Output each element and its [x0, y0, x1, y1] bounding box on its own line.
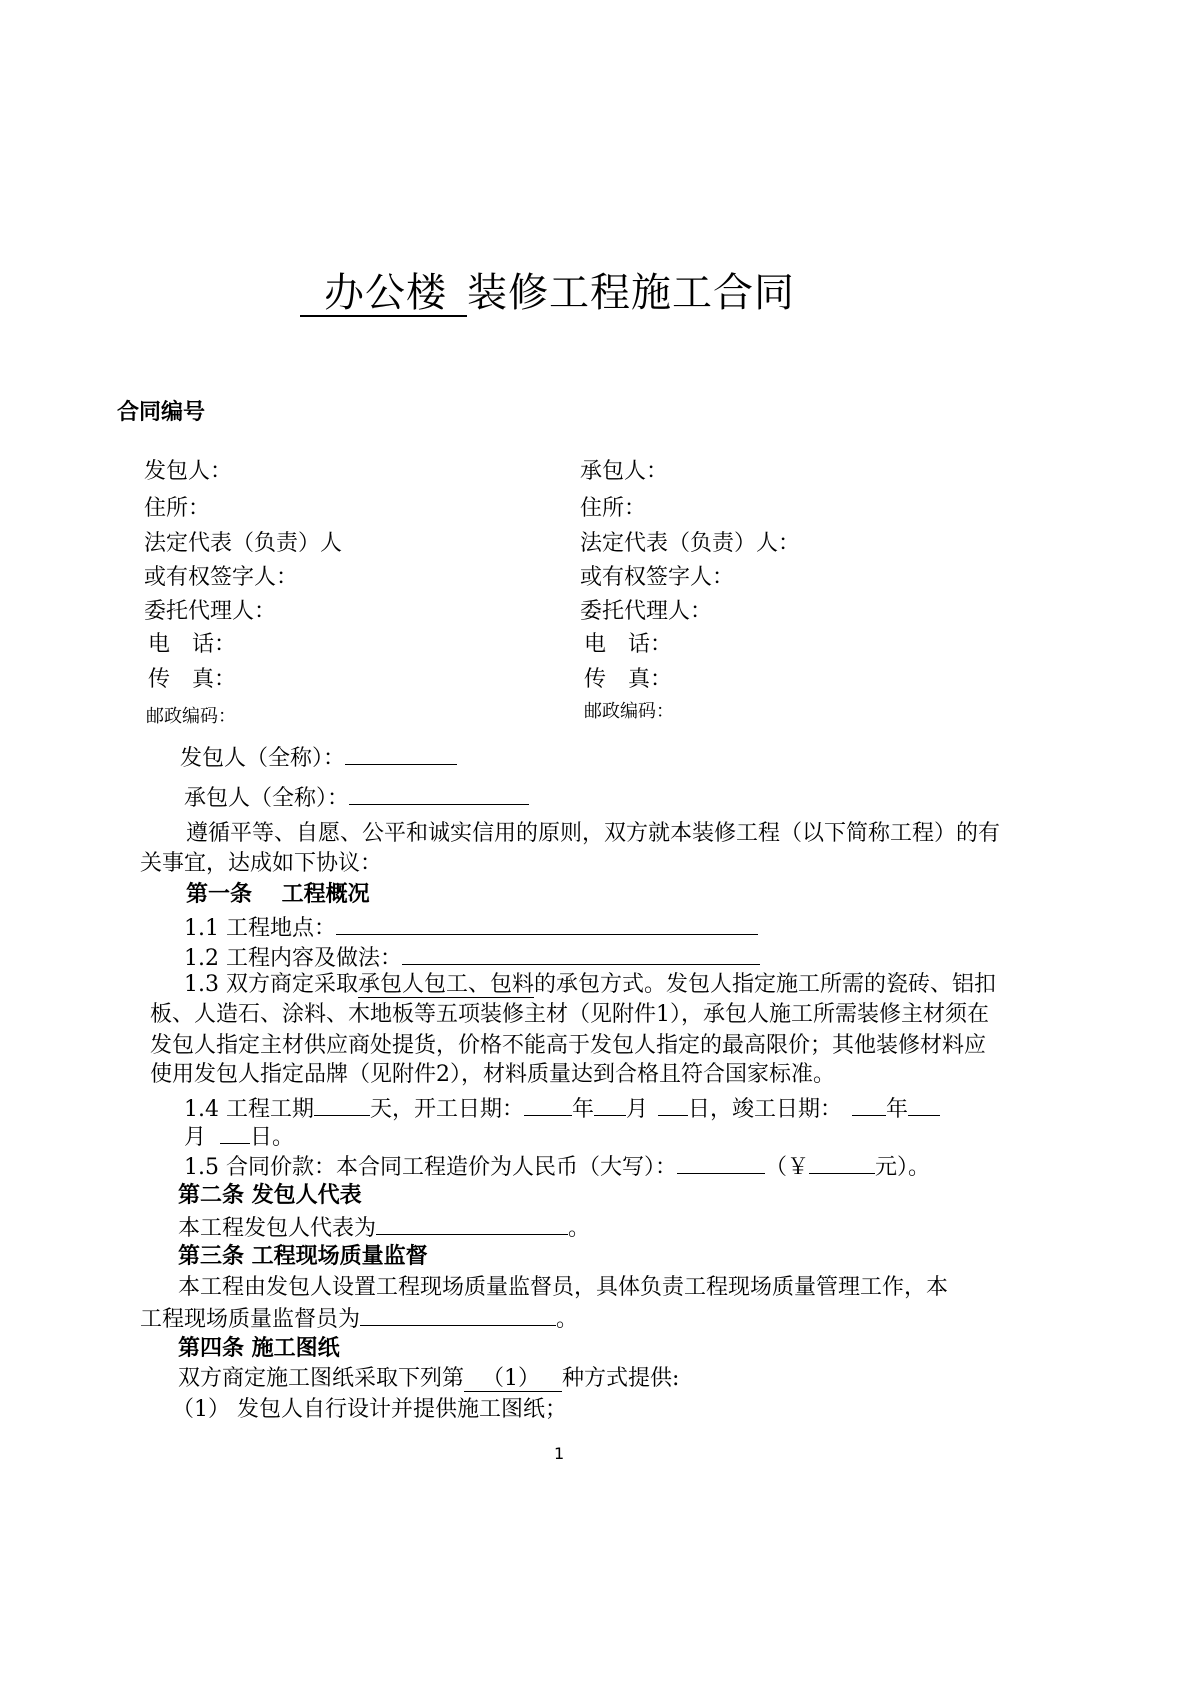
- completion-month-blank[interactable]: [908, 1093, 940, 1116]
- employer-address-label: 住所：: [144, 496, 211, 521]
- quality-supervisor-blank[interactable]: [360, 1303, 556, 1326]
- employer-rep-label: 本工程发包人代表为: [178, 1216, 377, 1241]
- contractor-fullname-label: 承包人（全称）：: [184, 786, 350, 811]
- quality-supervisor-period: 。: [556, 1307, 579, 1332]
- contractor-authorized-label: 或有权签字人：: [580, 565, 735, 590]
- start-year-blank[interactable]: [524, 1093, 572, 1116]
- contract-mode-suffix: 的承包方式。发包人指定施工所需的瓷砖、铝扣: [534, 972, 997, 997]
- employer-legal-rep-label: 法定代表（负责）人: [144, 531, 343, 556]
- article-1-item-1-5: [184, 1151, 930, 1183]
- article-4-line-1: [178, 1364, 679, 1394]
- article-2-text: [178, 1212, 590, 1244]
- article-4-option-1: （1） 发包人自行设计并提供施工图纸；: [172, 1397, 567, 1422]
- price-unit-label: 元）。: [875, 1155, 931, 1180]
- contractor-fullname-blank[interactable]: [349, 782, 529, 805]
- contractor-agent-label: 委托代理人：: [580, 599, 713, 624]
- duration-label: 1.4 工程工期: [184, 1097, 314, 1122]
- start-day-blank[interactable]: [658, 1093, 688, 1116]
- title-text: 装修工程施工合同: [467, 270, 795, 316]
- article-1-item-1-3-line-2: 板、人造石、涂料、木地板等五项装修主材（见附件1），承包人施工所需装修主材须在: [150, 1002, 989, 1027]
- contract-mode-value: 承包人包工、包料: [357, 972, 534, 997]
- start-month-label: 月: [626, 1097, 649, 1122]
- employer-phone-label: 电 话：: [148, 632, 237, 657]
- site-location-label: 1.1 工程地点：: [184, 916, 336, 941]
- contract-price-label: 1.5 合同价款：本合同工程造价为人民币（大写）：: [184, 1155, 677, 1180]
- employer-fullname-label: 发包人（全称）：: [180, 746, 346, 771]
- drawing-method-suffix: 种方式提供:: [562, 1366, 680, 1391]
- article-1-item-1-3-line-1: [184, 970, 996, 1000]
- article-1-item-1-4-line-1: [184, 1093, 940, 1125]
- contract-number-label: 合同编号: [117, 400, 206, 425]
- page-number: 1: [554, 1444, 565, 1463]
- drawing-method-label: 双方商定施工图纸采取下列第: [178, 1366, 465, 1391]
- article-4-heading: 第四条 施工图纸: [178, 1336, 340, 1361]
- article-2-heading: 第二条 发包人代表: [178, 1183, 362, 1208]
- employer-fax-label: 传 真：: [148, 667, 237, 692]
- contractor-phone-label: 电 话：: [584, 632, 673, 657]
- price-words-blank[interactable]: [677, 1151, 765, 1174]
- article-3-line-1: 本工程由发包人设置工程现场质量监督员，具体负责工程现场质量管理工作，本: [178, 1275, 949, 1300]
- article-1-item-1-4-line-2: [184, 1121, 294, 1153]
- contractor-legal-rep-label: 法定代表（负责）人：: [580, 531, 801, 556]
- contract-title: [300, 268, 795, 318]
- price-number-blank[interactable]: [809, 1151, 875, 1174]
- contractor-label: 承包人：: [580, 459, 669, 484]
- contractor-address-label: 住所：: [580, 496, 647, 521]
- completion-date-label: 日，竣工日期：: [688, 1097, 843, 1122]
- completion-month-label: 月: [184, 1125, 207, 1150]
- contract-mode-prefix: 1.3 双方商定采取: [184, 972, 358, 997]
- completion-day-label: 日。: [250, 1125, 295, 1150]
- employer-fullname-blank[interactable]: [345, 742, 457, 765]
- title-project-name: 办公楼: [300, 271, 467, 317]
- contractor-fullname-line: [184, 782, 529, 814]
- employer-rep-blank[interactable]: [376, 1212, 568, 1235]
- employer-authorized-label: 或有权签字人：: [144, 565, 299, 590]
- drawing-method-choice[interactable]: （1）: [464, 1367, 562, 1392]
- duration-days-blank[interactable]: [314, 1093, 370, 1116]
- contractor-fax-label: 传 真：: [584, 667, 673, 692]
- article-1-item-1-3-line-4: 使用发包人指定品牌（见附件2），材料质量达到合格且符合国家标准。: [150, 1062, 835, 1087]
- employer-label: 发包人：: [144, 459, 233, 484]
- price-yuan-symbol: （￥: [764, 1155, 809, 1180]
- employer-fullname-line: [180, 742, 457, 774]
- article-3-line-2: [140, 1303, 578, 1335]
- article-1-item-1-1: [184, 912, 758, 944]
- preamble-line-2: 关事宜，达成如下协议：: [140, 851, 383, 876]
- employer-rep-period: 。: [568, 1216, 591, 1241]
- work-content-blank[interactable]: [402, 942, 760, 965]
- site-location-blank[interactable]: [336, 912, 758, 935]
- start-date-label: 天，开工日期：: [369, 1097, 524, 1122]
- contractor-postal-label: 邮政编码：: [584, 701, 674, 722]
- start-year-label: 年: [572, 1097, 595, 1122]
- article-3-heading: 第三条 工程现场质量监督: [178, 1244, 428, 1269]
- quality-supervisor-label: 工程现场质量监督员为: [140, 1307, 361, 1332]
- preamble-line-1: 遵循平等、自愿、公平和诚实信用的原则，双方就本装修工程（以下简称工程）的有: [186, 821, 1001, 846]
- article-1-item-1-3-line-3: 发包人指定主材供应商处提货，价格不能高于发包人指定的最高限价；其他装修材料应: [150, 1033, 987, 1058]
- completion-year-blank[interactable]: [852, 1093, 886, 1116]
- employer-agent-label: 委托代理人：: [144, 599, 277, 624]
- article-1-heading: 第一条 工程概况: [186, 882, 370, 907]
- start-month-blank[interactable]: [594, 1093, 626, 1116]
- completion-day-blank[interactable]: [220, 1121, 250, 1144]
- completion-year-label: 年: [886, 1097, 909, 1122]
- work-content-label: 1.2 工程内容及做法：: [184, 946, 402, 971]
- employer-postal-label: 邮政编码：: [146, 706, 236, 727]
